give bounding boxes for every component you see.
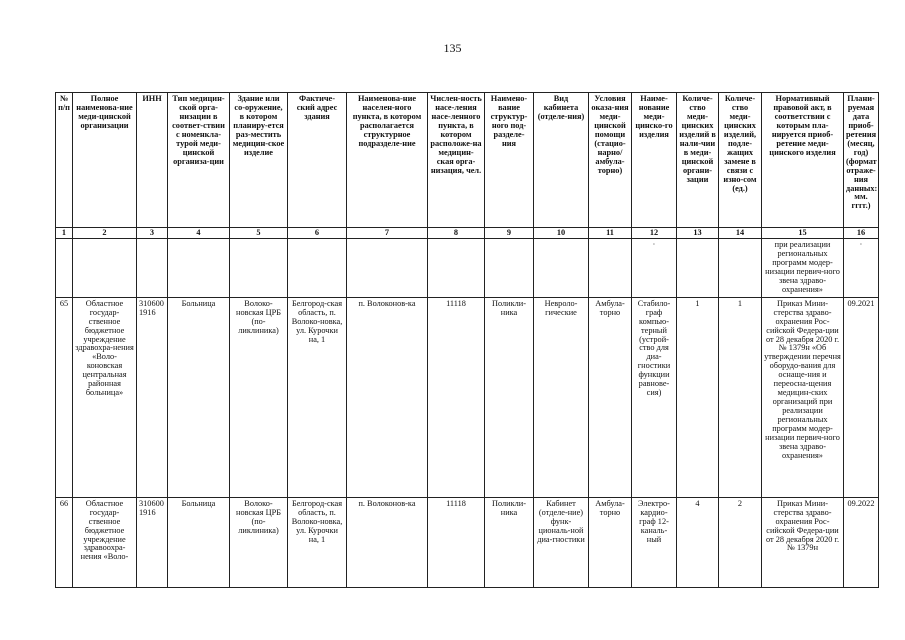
legal-act-cell: Приказ Мини-стерства здраво-охранения Рос-сийской Федера-ции от 28 декабря 2020 г. № 1379н «Об утверждении перечня оборудо-вания для оснаще-ния и переосна-щения медицин-ских организаций при реализации региональных программ модер-низации первич-ного звена здраво-охранения» <box>762 297 844 497</box>
header-cell: Плани-руемая дата приоб-ретения (месяц, год) (формат отраже-ния данных: мм. гггг.) <box>844 93 879 228</box>
header-cell: Условия оказа-ния меди-цинской помощи (стацио-нарно/ амбула-торно) <box>589 93 632 228</box>
column-number: 5 <box>230 228 288 239</box>
header-cell: Наимено-вание структур-ного под-разделе-ния <box>485 93 534 228</box>
header-cell: Числен-ность насе-ления насе-ленного пункта, в котором расположе-на медицин-ская орга-низация, чел. <box>428 93 485 228</box>
header-cell: Вид кабинета (отделе-ния) <box>534 93 589 228</box>
unit-cell: Поликли-ника <box>485 297 534 497</box>
population-cell: 11118 <box>428 497 485 587</box>
purchase-date-cell: 09.2021 <box>844 297 879 497</box>
column-number: 2 <box>73 228 137 239</box>
table-cell <box>168 239 230 298</box>
column-number: 1 <box>56 228 73 239</box>
header-cell: ИНН <box>137 93 168 228</box>
table-cell <box>288 239 347 298</box>
conditions-cell: Амбула-торно <box>589 497 632 587</box>
header-cell: Тип медицин-ской орга-низации в соответ-ствии с номенкла-турой меди-цинской организа-ции <box>168 93 230 228</box>
column-number: 9 <box>485 228 534 239</box>
row-number: 66 <box>56 497 73 587</box>
org-type-cell: Больница <box>168 497 230 587</box>
qty-replace-cell: 1 <box>719 297 762 497</box>
table-cell <box>230 239 288 298</box>
table-cell <box>677 239 719 298</box>
qty-replace-cell: 2 <box>719 497 762 587</box>
column-number: 13 <box>677 228 719 239</box>
header-cell: Количе-ство меди-цинских изделий, подле-жащих замене в связи с изно-сом (ед.) <box>719 93 762 228</box>
qty-available-cell: 1 <box>677 297 719 497</box>
column-number-row <box>56 228 879 239</box>
building-cell: Волоко-новская ЦРБ (по-ликлиника) <box>230 297 288 497</box>
table-cell <box>534 239 589 298</box>
header-cell: Наиме-нование меди-цинско-го изделия <box>632 93 677 228</box>
table-cell <box>589 239 632 298</box>
header-cell: № п/п <box>56 93 73 228</box>
settlement-cell: п. Волоконов-ка <box>347 497 428 587</box>
page-number: 135 <box>443 41 462 55</box>
device-cell: Электро-кардио-граф 12-каналь-ный <box>632 497 677 587</box>
column-number: 4 <box>168 228 230 239</box>
header-cell: Полное наименова-ние меди-цинской организации <box>73 93 137 228</box>
table-cell <box>428 239 485 298</box>
column-number: 14 <box>719 228 762 239</box>
table-cell <box>73 239 137 298</box>
building-cell: Волоко-новская ЦРБ (по-ликлиника) <box>230 497 288 587</box>
organization-name: Областное государ-ственное бюджетное учреждение здравохра-нения «Воло-коновская центральная районная больница» <box>73 297 137 497</box>
header-cell: Наименова-ние населен-ного пункта, в котором располагается структурное подразделе-ние <box>347 93 428 228</box>
cabinet-cell: Кабинет (отделе-ние) функ-циональ-ной диа-гностики <box>534 497 589 587</box>
column-number: 3 <box>137 228 168 239</box>
column-number: 8 <box>428 228 485 239</box>
equipment-table <box>55 92 879 588</box>
settlement-cell: п. Волоконов-ка <box>347 297 428 497</box>
cabinet-cell: Невроло-гические <box>534 297 589 497</box>
unit-cell: Поликли-ника <box>485 497 534 587</box>
legal-act-cell: Приказ Мини-стерства здраво-охранения Рос-сийской Федера-ции от 28 декабря 2020 г. № 1379н <box>762 497 844 587</box>
scan-mark: · <box>844 239 879 298</box>
qty-available-cell: 4 <box>677 497 719 587</box>
column-number: 6 <box>288 228 347 239</box>
continuation-row <box>56 239 879 298</box>
header-cell: Фактиче-ский адрес здания <box>288 93 347 228</box>
conditions-cell: Амбула-торно <box>589 297 632 497</box>
table-cell <box>56 239 73 298</box>
row-number: 65 <box>56 297 73 497</box>
org-type-cell: Больница <box>168 297 230 497</box>
column-number: 11 <box>589 228 632 239</box>
header-cell: Количе-ство меди-цинских изделий в нали-чии в меди-цинской органи-зации <box>677 93 719 228</box>
column-number: 10 <box>534 228 589 239</box>
table-row <box>56 497 879 587</box>
scan-mark: · <box>632 239 677 298</box>
table-cell <box>719 239 762 298</box>
header-cell: Нормативный правовой акт, в соответствии с которым пла-нируется приоб-ретение меди-цинского изделия <box>762 93 844 228</box>
population-cell: 11118 <box>428 297 485 497</box>
column-number: 7 <box>347 228 428 239</box>
address-cell: Белгород-ская область, п. Волоко-новка, ул. Курочки на, 1 <box>288 297 347 497</box>
table-header-row <box>56 93 879 228</box>
column-number: 15 <box>762 228 844 239</box>
inn-cell: 310600 1916 <box>137 497 168 587</box>
table-row <box>56 297 879 497</box>
table-cell <box>485 239 534 298</box>
device-cell: Стабило-граф компью-терный (устрой-ство для диа-гностики функции равнове-сия) <box>632 297 677 497</box>
inn-cell: 310600 1916 <box>137 297 168 497</box>
table-cell <box>137 239 168 298</box>
legal-act-cell: при реализации региональных программ модер-низации первич-ного звена здраво-охранения» <box>762 239 844 298</box>
organization-name: Областное государ-ственное бюджетное учреждение здравоохра-нения «Воло- <box>73 497 137 587</box>
purchase-date-cell: 09.2022 <box>844 497 879 587</box>
column-number: 12 <box>632 228 677 239</box>
address-cell: Белгород-ская область, п. Волоко-новка, ул. Курочки на, 1 <box>288 497 347 587</box>
table-cell <box>347 239 428 298</box>
header-cell: Здание или со-оружение, в котором планиру-ется раз-местить медицин-ское изделие <box>230 93 288 228</box>
column-number: 16 <box>844 228 879 239</box>
